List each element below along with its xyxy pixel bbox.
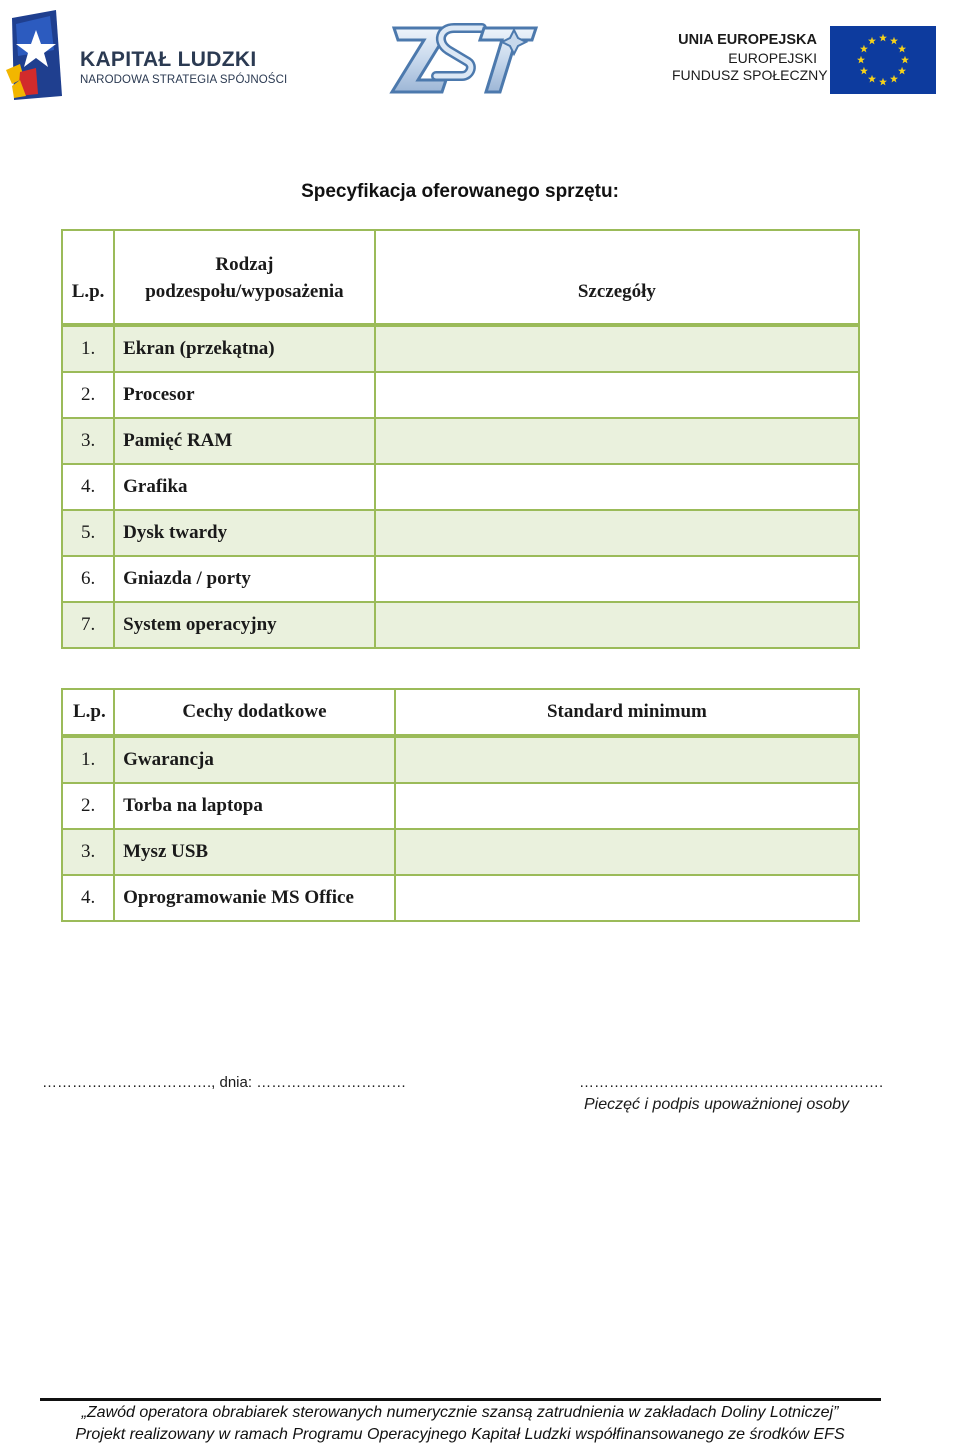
- table-row: [62, 418, 859, 464]
- zst-logo: [388, 18, 544, 100]
- column-header-component-type-line2: podzespołu/wyposażenia: [145, 281, 344, 302]
- row-number: 3.: [62, 418, 114, 464]
- row-feature-name: Mysz USB: [114, 829, 395, 875]
- signature-line: …………………………………………………….: [579, 1074, 884, 1091]
- row-number: 6.: [62, 556, 114, 602]
- row-details-cell[interactable]: [375, 325, 859, 372]
- eu-logo-line2: EUROPEJSKI: [728, 50, 817, 66]
- kapital-ludzki-title: KAPITAŁ LUDZKI: [80, 48, 257, 71]
- footer-funding-note: Projekt realizowany w ramach Programu Operacyjnego Kapitał Ludzki współfinansowanego ze środków EFS: [75, 1426, 845, 1443]
- row-number: 3.: [62, 829, 114, 875]
- column-header-lp: L.p.: [62, 689, 114, 736]
- eu-logo: [646, 2, 960, 114]
- row-details-cell[interactable]: [375, 464, 859, 510]
- row-number: 5.: [62, 510, 114, 556]
- column-header-lp: L.p.: [62, 230, 114, 325]
- table-header-row: [62, 689, 859, 736]
- row-number: 4.: [62, 875, 114, 921]
- row-component-name: System operacyjny: [114, 602, 375, 648]
- row-number: 2.: [62, 372, 114, 418]
- row-number: 7.: [62, 602, 114, 648]
- table-row: [62, 736, 859, 783]
- row-feature-name: Gwarancja: [114, 736, 395, 783]
- table-row: [62, 325, 859, 372]
- row-number: 2.: [62, 783, 114, 829]
- row-number: 1.: [62, 736, 114, 783]
- row-component-name: Grafika: [114, 464, 375, 510]
- row-standard-cell[interactable]: [395, 829, 859, 875]
- row-details-cell[interactable]: [375, 372, 859, 418]
- zst-school-logo-icon: [388, 18, 544, 100]
- row-component-name: Pamięć RAM: [114, 418, 375, 464]
- signature-label: Pieczęć i podpis upoważnionej osoby: [584, 1096, 850, 1113]
- table-row: [62, 510, 859, 556]
- row-feature-name: Oprogramowanie MS Office: [114, 875, 395, 921]
- eu-logo-line3: FUNDUSZ SPOŁECZNY: [672, 67, 828, 83]
- kapital-ludzki-logo: [6, 10, 288, 102]
- row-standard-cell[interactable]: [395, 875, 859, 921]
- column-header-component-type-line1: Rodzaj: [215, 254, 274, 275]
- row-component-name: Procesor: [114, 372, 375, 418]
- row-details-cell[interactable]: [375, 418, 859, 464]
- row-number: 4.: [62, 464, 114, 510]
- table-row: [62, 372, 859, 418]
- eu-flag-icon: [830, 26, 936, 94]
- kapital-ludzki-subtitle: NARODOWA STRATEGIA SPÓJNOŚCI: [80, 74, 288, 86]
- table-row: [62, 829, 859, 875]
- column-header-standard-minimum: Standard minimum: [395, 689, 859, 736]
- column-header-details: Szczegóły: [375, 230, 859, 325]
- additional-features-table: [61, 688, 860, 922]
- table-row: [62, 464, 859, 510]
- row-details-cell[interactable]: [375, 602, 859, 648]
- row-component-name: Dysk twardy: [114, 510, 375, 556]
- column-header-features: Cechy dodatkowe: [114, 689, 395, 736]
- row-component-name: Ekran (przekątna): [114, 325, 375, 372]
- table-row: [62, 556, 859, 602]
- table-row: [62, 602, 859, 648]
- row-number: 1.: [62, 325, 114, 372]
- row-component-name: Gniazda / porty: [114, 556, 375, 602]
- table-row: [62, 875, 859, 921]
- row-standard-cell[interactable]: [395, 783, 859, 829]
- footer-project-title: „Zawód operatora obrabiarek sterowanych numerycznie szansą zatrudnienia w zakładach Doliny Lotniczej”: [81, 1404, 839, 1421]
- row-details-cell[interactable]: [375, 510, 859, 556]
- document-title: Specyfikacja oferowanego sprzętu:: [301, 181, 619, 202]
- row-standard-cell[interactable]: [395, 736, 859, 783]
- row-feature-name: Torba na laptopa: [114, 783, 395, 829]
- column-header-component-type: [114, 230, 375, 325]
- kapital-ludzki-star-icon: [6, 10, 62, 100]
- place-date-line: ……………………………., dnia: …………………………: [42, 1074, 407, 1091]
- hardware-spec-table: [61, 229, 860, 649]
- row-details-cell[interactable]: [375, 556, 859, 602]
- footer-divider: [40, 1398, 881, 1401]
- table-header-row: [62, 230, 859, 325]
- table-row: [62, 783, 859, 829]
- eu-logo-line1: UNIA EUROPEJSKA: [678, 32, 817, 48]
